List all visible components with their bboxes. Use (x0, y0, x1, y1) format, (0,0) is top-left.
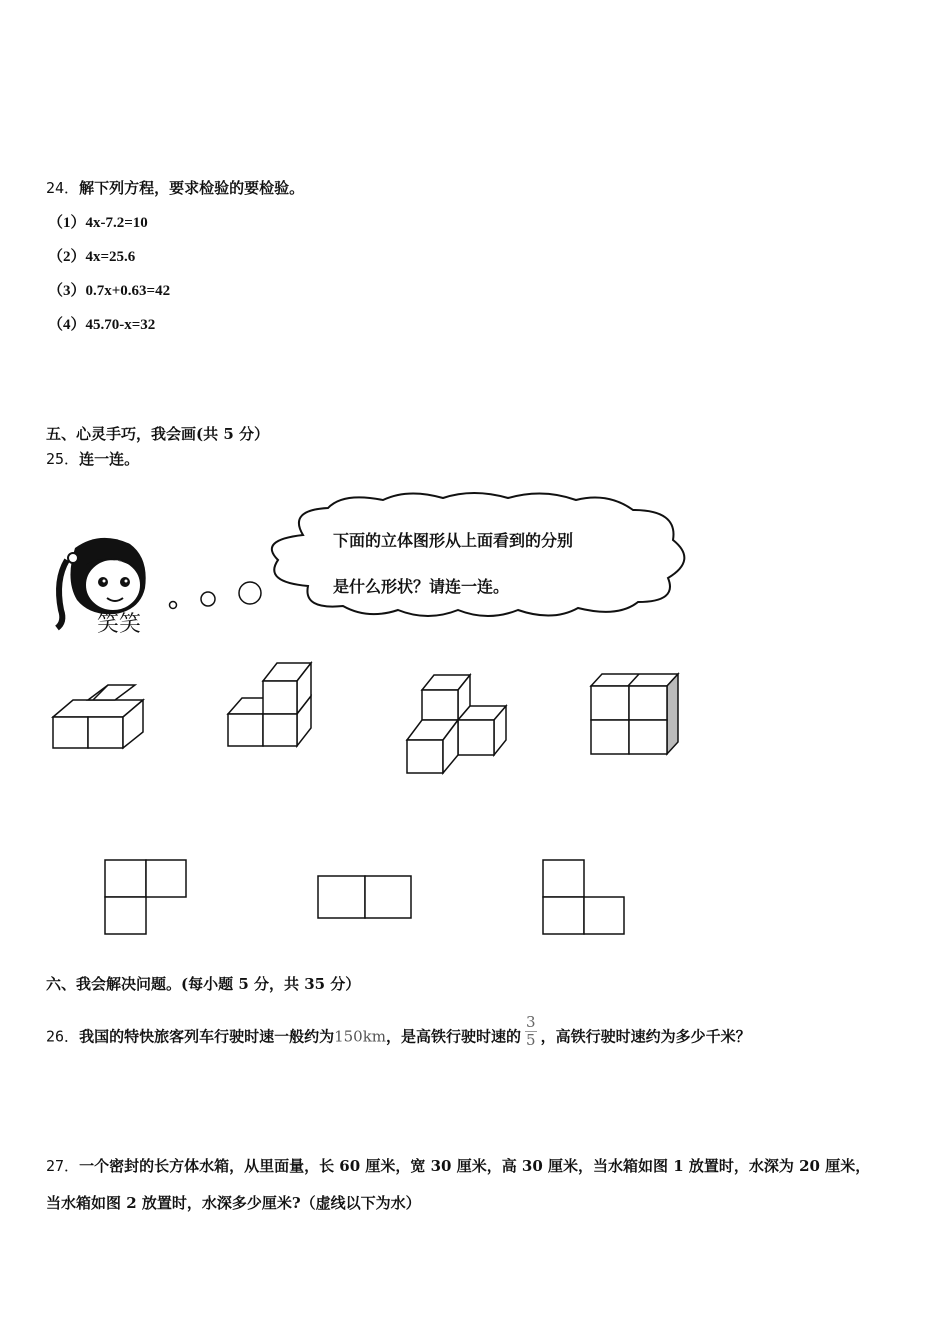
thought-dots (165, 578, 265, 618)
q25-heading (46, 448, 139, 469)
q26-text-middle: ，是高铁行驶时速的 (386, 1027, 522, 1046)
q24-equation-3: （3）0.7x+0.63=42 (48, 283, 171, 299)
q24-equation-1: （1）4x-7.2=10 (48, 215, 148, 231)
solid-figure-4 (588, 670, 683, 760)
fraction-denominator: 5 (526, 1031, 536, 1049)
q25-title: 连一连。 (79, 450, 140, 468)
q26-text (46, 1013, 751, 1055)
q25-number: 25． (46, 450, 80, 468)
q24-title: 解下列方程，要求检验的要检验。 (79, 179, 305, 197)
top-view-shape-3 (541, 858, 631, 938)
q26-text-before: 我国的特快旅客列车行驶时速一般约为 (79, 1027, 335, 1046)
q27-line-2: 当水箱如图 2 放置时，水深多少厘米?（虚线以下为水） (46, 1194, 421, 1212)
bubble-line-1: 下面的立体图形从上面看到的分别 (333, 531, 574, 550)
q24-equation-4: （4）45.70-x=32 (48, 317, 156, 333)
q26-fraction (525, 1014, 537, 1049)
q27-number: 27． (46, 1157, 80, 1175)
q27-line-1 (46, 1155, 870, 1176)
bubble-line-2: 是什么形状？请连一连。 (333, 577, 510, 596)
speech-cloud (258, 490, 698, 620)
character-label: 笑笑 (97, 612, 142, 637)
q26-speed: 150km (334, 1027, 387, 1046)
top-view-shape-1 (103, 858, 193, 938)
q24-number: 24． (46, 179, 80, 197)
solid-figure-2 (225, 658, 325, 753)
q26-number: 26． (46, 1027, 80, 1046)
q24-heading (46, 177, 304, 198)
top-view-shape-2 (316, 874, 416, 922)
solid-figure-3 (404, 670, 514, 780)
fraction-numerator: 3 (526, 1013, 536, 1031)
q26-text-after: ，高铁行驶时速约为多少千米？ (540, 1027, 751, 1046)
section5-title: 五、心灵手巧，我会画(共 5 分） (46, 425, 269, 443)
q24-equation-2: （2）4x=25.6 (48, 249, 136, 265)
q27-text-line-1: 一个密封的长方体水箱，从里面量，长 60 厘米，宽 30 厘米，高 30 厘米，当水箱如图 1 放置时，水深为 20 厘米， (79, 1157, 871, 1175)
solid-figure-1 (50, 680, 160, 760)
section6-title: 六、我会解决问题。(每小题 5 分，共 35 分） (46, 975, 361, 993)
